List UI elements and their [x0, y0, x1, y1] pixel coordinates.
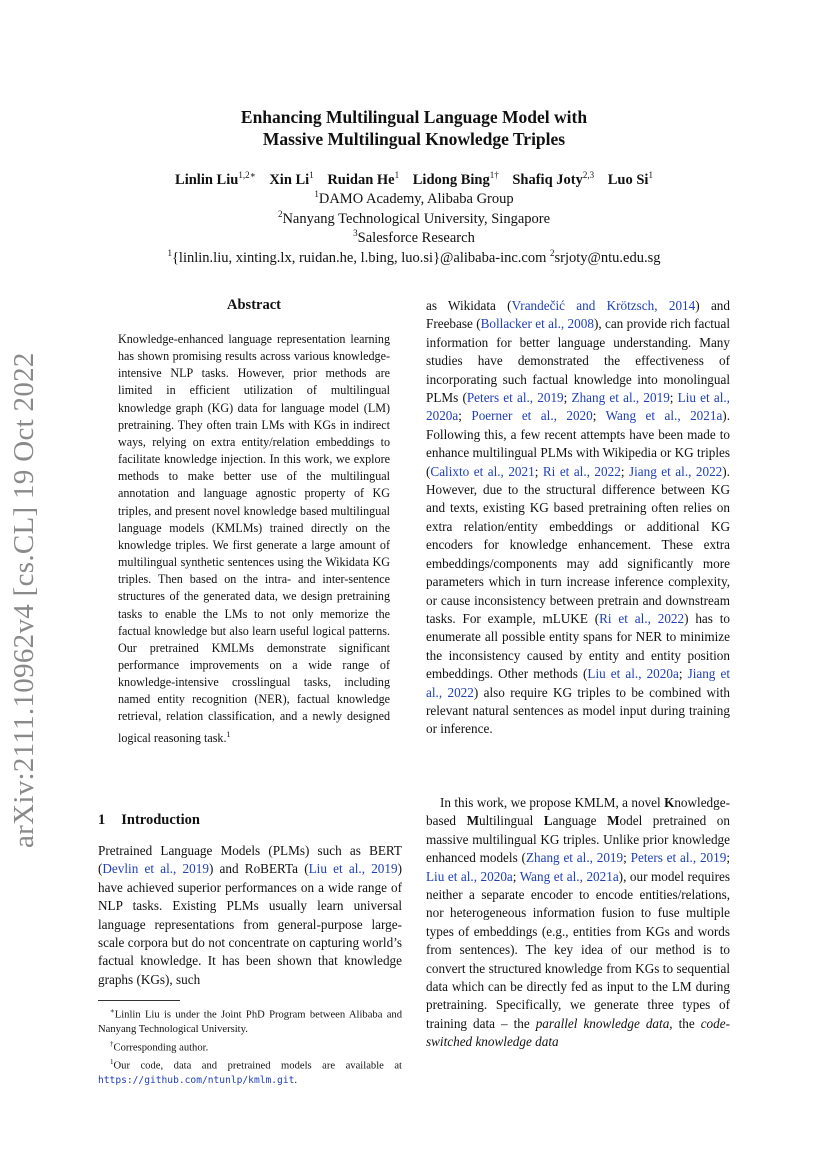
- code-url-link[interactable]: https://github.com/ntunlp/kmlm.git: [98, 1074, 295, 1086]
- paper-title: [0, 106, 828, 150]
- intro-paragraph-1-continued: as Wikidata (Vrandečić and Krötzsch, 2014) and Freebase (Bollacker et al., 2008), can provide rich factual information for better language understanding. Many studies have demonstrated the effectiveness of incorporating such factual knowledge into monolingual PLMs (Peters et al., 2019; Zhang et al., 2019; Liu et al., 2020a; Poerner et al., 2020; Wang et al., 2021a). Following this, a few recent attempts have been made to enhance multilingual PLMs with Wikipedia or KG triples (Calixto et al., 2021; Ri et al., 2022; Jiang et al., 2022). However, due to the structural difference between KG and texts, existing KG based pretraining often relies on extra relation/entity embeddings or additional KG encoders for knowledge enhancement. These extra embeddings/components may add significantly more parameters which in turn increase inference complexity, or cause inconsistency between pretrain and downstream tasks. For example, mLUKE (Ri et al., 2022) has to enumerate all possible entity spans for NER to minimize the inconsistency caused by entity and entity position embeddings. Other methods (Liu et al., 2020a; Jiang et al., 2022) also require KG triples to be combined with relevant natural sentences as model input during training or inference.: [426, 298, 731, 737]
- email-alibaba[interactable]: {linlin.liu, xinting.lx, ruidan.he, l.bing, luo.si}@alibaba-inc.com: [171, 249, 547, 266]
- email-line: $^1${linlin.liu, xinting.lx, ruidan.he, l.bing, luo.si}@alibaba-inc.com $^2$srjoty@ntu.edu.sg: [167, 248, 661, 266]
- author: Luo Si$^1$: [607, 170, 653, 188]
- citation-link[interactable]: Ri et al., 2022: [599, 610, 685, 626]
- footnote: $^1$Our code, data and pretrained models are available at https://github.com/ntunlp/kmlm.git.: [98, 1058, 402, 1086]
- citation-link[interactable]: Poerner et al., 2020: [471, 408, 593, 424]
- footnote: ∗Linlin Liu is under the Joint PhD Program between Alibaba and Nanyang Technological University.: [98, 1007, 402, 1035]
- affiliation: $^1$DAMO Academy, Alibaba Group: [314, 189, 514, 207]
- citation-link[interactable]: Jiang et al., 2022: [628, 463, 723, 479]
- abstract-heading: Abstract: [227, 297, 281, 313]
- citation-link[interactable]: Peters et al., 2019: [466, 390, 564, 406]
- citation-link[interactable]: Liu et al., 2020a: [426, 868, 513, 884]
- title-line-1: Enhancing Multilingual Language Model with: [240, 107, 588, 127]
- citation-link[interactable]: Zhang et al., 2019: [571, 390, 670, 406]
- author: Xin Li$^1$: [269, 170, 314, 188]
- citation-link[interactable]: Jiang et al., 2022: [426, 666, 730, 700]
- footnote-rule: [98, 1000, 180, 1001]
- author-list: [0, 170, 828, 189]
- citation-link[interactable]: Bollacker et al., 2008: [480, 316, 594, 332]
- title-line-2: Massive Multilingual Knowledge Triples: [262, 129, 566, 149]
- citation-link[interactable]: Ri et al., 2022: [542, 463, 621, 479]
- abstract-text: Knowledge-enhanced language representation learning has shown promising results across various knowledge-intensive NLP tasks. However, prior methods are limited in efficient utilization of multilingual knowledge graph (KG) data for language model (LM) pretraining. They often train LMs with KGs in indirect ways, relying on extra entity/relation embeddings to facilitate knowledge injection. In this work, we explore methods to make better use of the multilingual annotation and language agnostic property of KG triples, and present novel knowledge based multilingual language models (KMLMs) trained directly on the knowledge triples. We first generate a large amount of multilingual synthetic sentences using the Wikidata KG triples. Then based on the intra- and inter-sentence structures of the generated data, we design pretraining tasks to enable the LMs to not only memorize the factual knowledge but also learn useful logical patterns. Our pretrained KMLMs demonstrate significant performance improvements on a wide range of knowledge-intensive crosslingual tasks, including named entity recognition (NER), factual knowledge retrieval, relation classification, and a newly designed logical reasoning task.$^1$: [118, 332, 390, 745]
- citation-link[interactable]: Wang et al., 2021a: [605, 408, 723, 424]
- author: Lidong Bing$^{1\dagger}$: [412, 170, 499, 188]
- citation-link[interactable]: Calixto et al., 2021: [430, 463, 535, 479]
- citation-link[interactable]: Wang et al., 2021a: [519, 868, 619, 884]
- intro-paragraph-2: In this work, we propose KMLM, a novel Knowledge-based Multilingual Language Model pretrained on massive multilingual KG triples. Unlike prior knowledge enhanced models (Zhang et al., 2019; Peters et al., 2019; Liu et al., 2020a; Wang et al., 2021a), our model requires neither a separate encoder to encode entities/relations, nor heterogeneous information fusion to fuse multiple types of embeddings (e.g., entities from KGs and words from sentences). The key idea of our method is to convert the structured knowledge from KGs to sequential data which can be directly fed as input to the LM during pretraining. Specifically, we generate three types of training data – the parallel knowledge data, the code-switched knowledge data: [426, 795, 731, 1050]
- citation-link[interactable]: Liu et al., 2020a: [587, 666, 679, 682]
- intro-paragraph-1: Pretrained Language Models (PLMs) such as BERT (Devlin et al., 2019) and RoBERTa (Liu et al., 2019) have achieved superior performances on a wide range of NLP tasks. Existing PLMs usually learn universal language representations from general-purpose large-scale corpora but do not concentrate on capturing world’s factual knowledge. It has been shown that knowledge graphs (KGs), such: [98, 843, 402, 987]
- citation-link[interactable]: Peters et al., 2019: [630, 850, 727, 866]
- citation-link[interactable]: Vrandečić and Krötzsch, 2014: [511, 298, 696, 313]
- email-ntu[interactable]: srjoty@ntu.edu.sg: [554, 249, 661, 266]
- affiliation: $^3$Salesforce Research: [353, 228, 475, 246]
- affiliation: $^2$Nanyang Technological University, Singapore: [277, 209, 551, 227]
- citation-link[interactable]: Liu et al., 2020a: [426, 390, 730, 424]
- footnote-marker[interactable]: 1: [226, 729, 231, 739]
- section-heading-introduction: 1 Introduction: [98, 812, 200, 828]
- citation-link[interactable]: Devlin et al., 2019: [102, 861, 209, 877]
- author: Shafiq Joty$^{2,3}$: [512, 170, 595, 188]
- footnote: †Corresponding author.: [110, 1039, 209, 1054]
- citation-link[interactable]: Liu et al., 2019: [308, 861, 398, 877]
- author: Ruidan He$^1$: [327, 170, 400, 188]
- citation-link[interactable]: Zhang et al., 2019: [525, 850, 624, 866]
- author: Linlin Liu$^{1,2∗}$: [175, 170, 256, 188]
- arxiv-identifier[interactable]: arXiv:2111.10962v4 [cs.CL] 19 Oct 2022: [8, 352, 40, 848]
- footnotes: [98, 1004, 402, 1088]
